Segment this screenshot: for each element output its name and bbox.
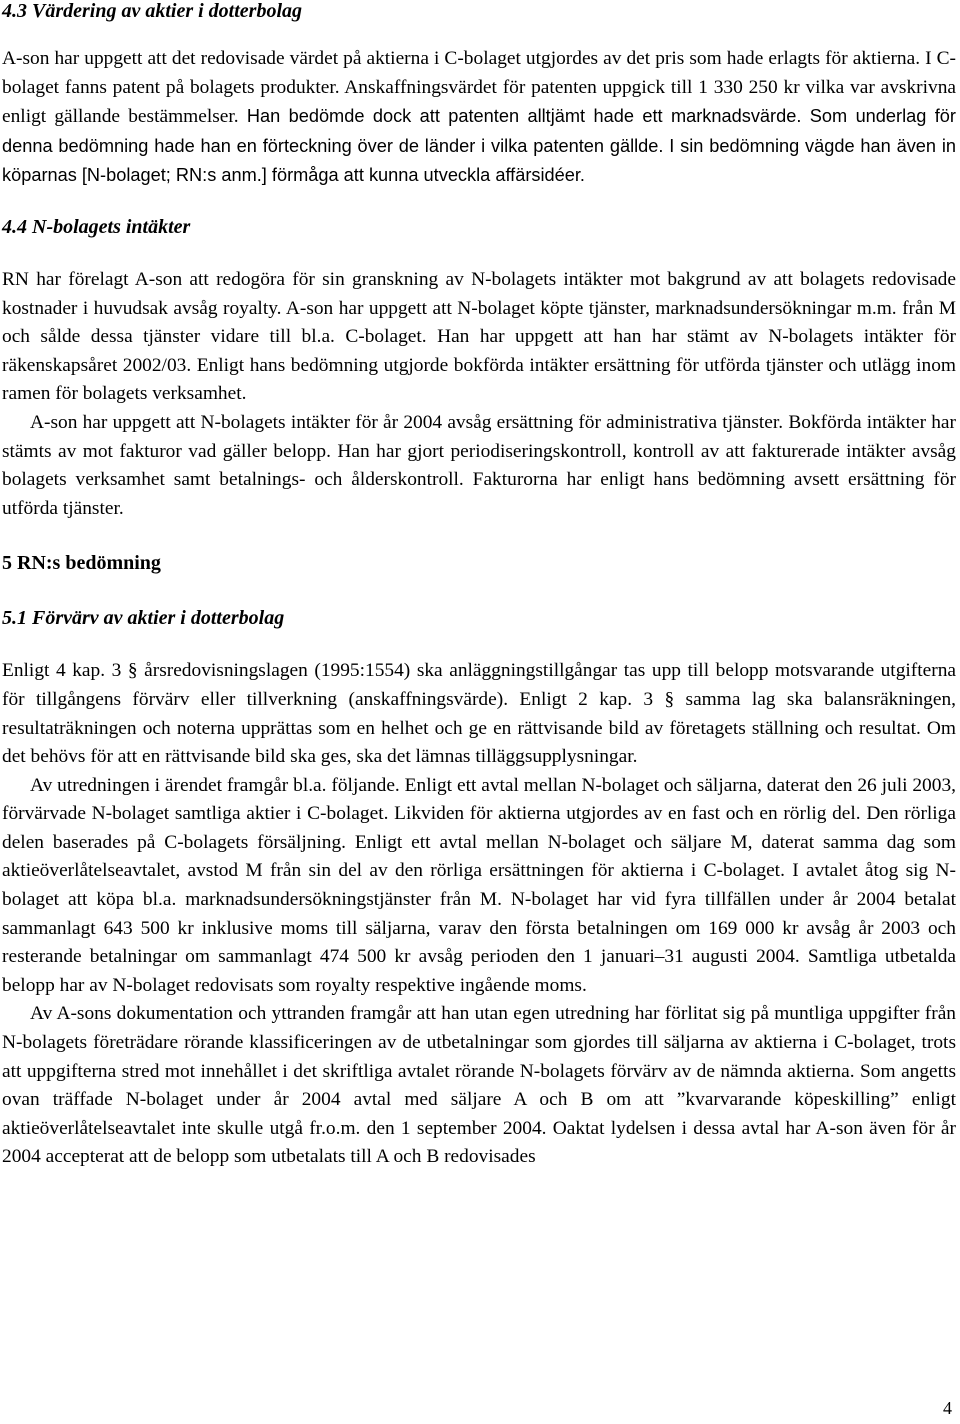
paragraph-4-3	[2, 45, 956, 191]
section-heading-4-3: 4.3 Värdering av aktier i dotterbolag	[2, 0, 302, 22]
paragraph-4-3-serif-text: A-son har uppgett att det redovisade värdet på aktierna i C-bolaget utgjordes av det pris som hade erlagts för aktierna. I C-bolaget fanns patent på bolagets produkter. Anskaffningsvärdet för patenten uppgick till 1 330 250 kr vilka var avskrivna enligt gällande bestämmelser.	[2, 48, 956, 128]
document-page	[2, 0, 956, 1172]
section-heading-4-4: 4.4 N-bolagets intäkter	[2, 215, 191, 238]
paragraph-4-4-2: A-son har uppgett att N-bolagets intäkter för år 2004 avsåg ersättning för administrativa tjänster. Bokförda intäkter har stämts av mot fakturor vad gäller belopp. Han har gjort periodiseringskontroll, kontroll av att fakturerade intäkter avsåg bolagets verksamhet samt betalnings- och ålderskontroll. Fakturorna har enligt hans bedömning avsett ersättning för utförda tjänster.	[2, 411, 956, 519]
page-number: 4	[943, 1398, 952, 1418]
section-heading-5: 5 RN:s bedömning	[2, 552, 161, 575]
paragraph-5-1-2: Av utredningen i ärendet framgår bl.a. följande. Enligt ett avtal mellan N-bolaget och säljarna, daterat den 26 juli 2003, förvärvade N-bolaget samtliga aktier i C-bolaget. Likviden för aktierna utgjordes av en fast och en rörlig del. Den rörliga delen baserades på C-bolagets försäljning. Enligt ett avtal mellan N-bolaget och säljare M, daterat samma dag som aktieöverlåtelseavtalet, avstod M från sin del av den rörliga ersättningen för aktierna i C-bolaget. I avtalet åtog sig N-bolaget att köpa bl.a. marknadsundersökningstjänster från M. N-bolaget har vid fyra tillfällen under år 2004 betalat sammanlagt 643 500 kr inklusive moms till säljarna, varav den första betalningen om 169 000 kr avsåg år 2003 och resterande betalningar om sammanlagt 474 500 kr avsåg perioden den 1 januari–31 augusti 2004. Samtliga utbetalda belopp har av N-bolaget redovisats som royalty respektive ingående moms.	[2, 774, 956, 996]
section-heading-5-1: 5.1 Förvärv av aktier i dotterbolag	[2, 607, 285, 630]
paragraph-5-1-3: Av A-sons dokumentation och yttranden framgår att han utan egen utredning har förlitat sig på muntliga uppgifter från N-bolagets företrädare rörande klassificeringen av de utbetalningar som gjordes till säljarna av aktierna i C-bolaget, trots att uppgifterna stred mot innehållet i det skriftliga avtalet rörande N-bolagets förvärv av de nämnda aktierna. Som angetts ovan träffade N-bolaget under år 2004 avtal med säljare A och B om att ”kvarvarande köpeskilling” enligt aktieöverlåtelseavtalet inte skulle utgå fr.o.m. den 1 september 2004. Oaktat lydelsen i dessa avtal har A-son även för år 2004 accepterat att de belopp som utbetalats till A och B redovisades	[2, 1003, 956, 1168]
paragraph-4-3-sans-text: Han bedömde dock att patenten alltjämt hade ett marknadsvärde. Som underlag för denna bedömning hade han en förteckning över de länder i vilka patenten gällde. I sin bedömning vägde han även in köparnas [N-bolaget; RN:s anm.] förmåga att kunna utveckla affärsidéer.	[2, 106, 956, 186]
paragraph-5-1-1: Enligt 4 kap. 3 § årsredovisningslagen (1995:1554) ska anläggningstillgångar tas upp till belopp motsvarande utgifterna för tillgångens förvärv eller tillverkning (anskaffningsvärde). Enligt 2 kap. 3 § samma lag ska balansräkningen, resultaträkningen och noterna upprättas som en helhet och ge en rättvisande bild av företagets ställning och resultat. Om det behövs för att en rättvisande bild ska ges, ska det lämnas tilläggsupplysningar.	[2, 660, 956, 768]
paragraph-4-4-1: RN har förelagt A-son att redogöra för sin granskning av N-bolagets intäkter mot bakgrund av att bolagets redovisade kostnader i huvudsak avsåg royalty. A-son har uppgett att N-bolaget köpte tjänster, marknadsundersökningar m.m. från M och sålde dessa tjänster vidare till bl.a. C-bolaget. Han har uppgett att han har stämt av N-bolagets intäkter för räkenskapsåret 2002/03. Enligt hans bedömning utgjorde bokförda intäkter ersättning för utförda tjänster och utlägg inom ramen för bolagets verksamhet.	[2, 268, 956, 405]
